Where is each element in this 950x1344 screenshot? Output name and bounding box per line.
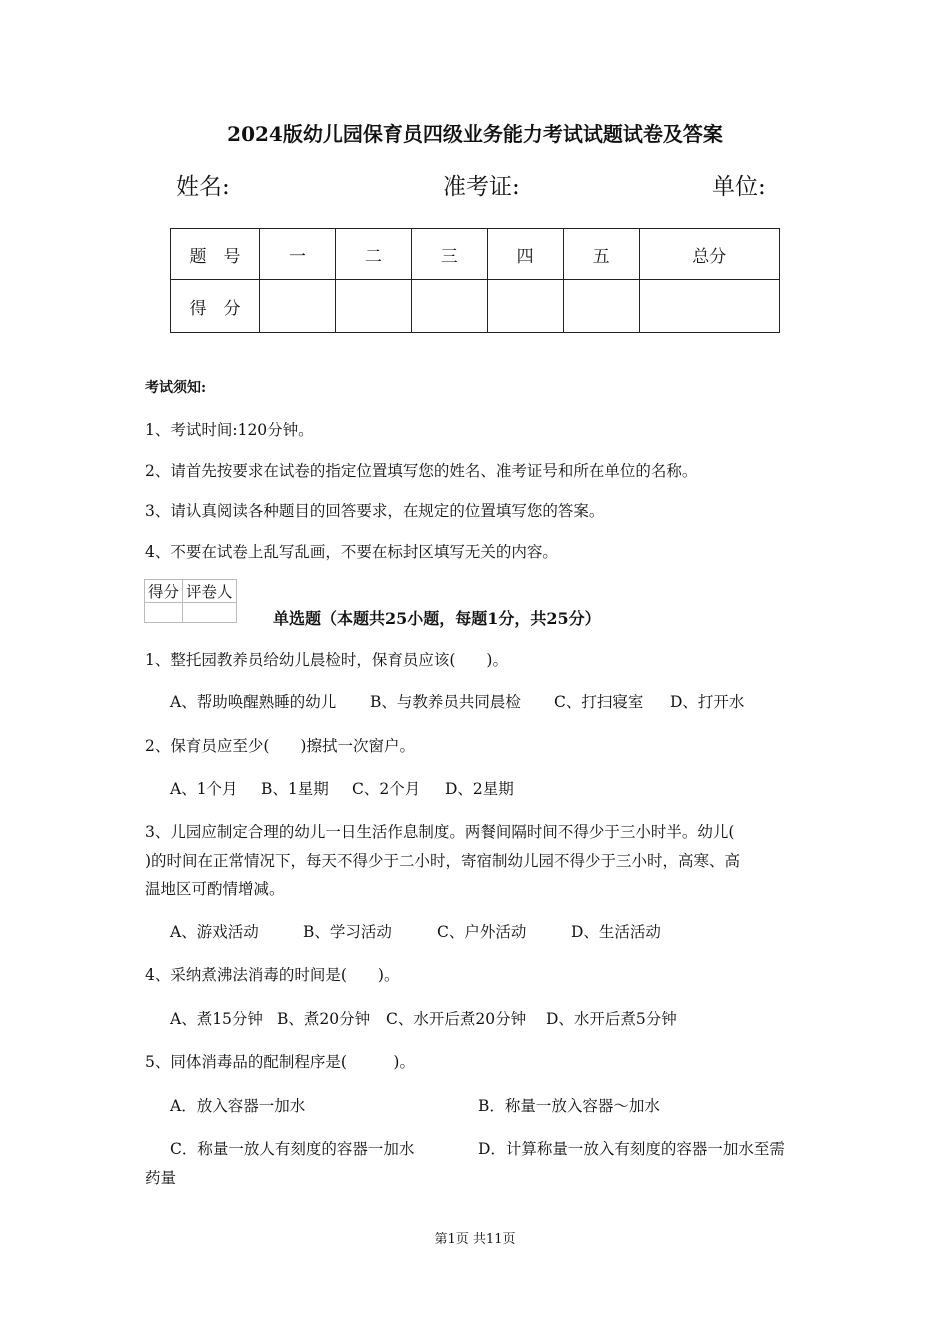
score-header-cell: 四 bbox=[487, 229, 563, 280]
option-a[interactable]: A、帮助唤醒熟睡的幼儿 bbox=[170, 693, 337, 711]
score-table-score-row bbox=[171, 280, 780, 333]
option-c[interactable]: C、水开后煮20分钟 bbox=[386, 1010, 527, 1028]
page-title: 2024版幼儿园保育员四级业务能力考试试题试卷及答案 bbox=[227, 122, 723, 146]
grader-box bbox=[144, 579, 237, 623]
unit-label: 单位: bbox=[712, 174, 766, 200]
option-d[interactable]: D、生活活动 bbox=[571, 923, 661, 941]
option-b[interactable]: B、与教养员共同晨检 bbox=[370, 693, 521, 711]
grader-name-cell[interactable] bbox=[183, 603, 237, 623]
score-table-header-row bbox=[171, 229, 780, 280]
section-title: 单选题（本题共25小题，每题1分，共25分） bbox=[273, 609, 601, 628]
option-b[interactable]: B．称量一放入容器～加水 bbox=[478, 1097, 660, 1115]
score-header-cell: 五 bbox=[563, 229, 639, 280]
option-c[interactable]: C、户外活动 bbox=[437, 923, 527, 941]
question-stem-line: 3、儿园应制定合理的幼儿一日生活作息制度。两餐间隔时间不得少于三小时半。幼儿( bbox=[145, 823, 735, 841]
question-stem: 1、整托园教养员给幼儿晨检时，保育员应该( )。 bbox=[145, 651, 508, 669]
option-a[interactable]: A、1个月 bbox=[170, 780, 238, 798]
score-cell[interactable] bbox=[335, 280, 411, 333]
option-c[interactable]: C．称量一放人有刻度的容器一加水 bbox=[170, 1140, 415, 1158]
option-a[interactable]: A、游戏活动 bbox=[170, 923, 259, 941]
option-b[interactable]: B、1星期 bbox=[261, 780, 329, 798]
score-cell[interactable] bbox=[639, 280, 779, 333]
page-footer: 第1页 共11页 bbox=[434, 1232, 516, 1247]
grader-score-label: 得分 bbox=[145, 580, 183, 603]
notice-item: 1、考试时间:120分钟。 bbox=[145, 421, 314, 439]
score-cell[interactable] bbox=[411, 280, 487, 333]
option-d-continuation: 药量 bbox=[145, 1169, 177, 1187]
option-b[interactable]: B、学习活动 bbox=[303, 923, 392, 941]
notice-item: 3、请认真阅读各种题目的回答要求，在规定的位置填写您的答案。 bbox=[145, 502, 605, 520]
question-stem-line: 温地区可酌情增减。 bbox=[145, 880, 285, 898]
option-d[interactable]: D、打开水 bbox=[670, 693, 745, 711]
question-stem: 4、采纳煮沸法消毒的时间是( )。 bbox=[145, 966, 400, 984]
question-stem-line: )的时间在正常情况下，每天不得少于二小时，寄宿制幼儿园不得少于三小时，高寒、高 bbox=[145, 852, 741, 870]
option-d[interactable]: D．计算称量一放入有刻度的容器一加水至需 bbox=[478, 1140, 785, 1158]
question-stem: 2、保育员应至少( )擦拭一次窗户。 bbox=[145, 737, 415, 755]
exam-number-label: 准考证: bbox=[443, 174, 520, 200]
option-d[interactable]: D、水开后煮5分钟 bbox=[546, 1010, 677, 1028]
option-c[interactable]: C、打扫寝室 bbox=[554, 693, 644, 711]
score-table bbox=[170, 228, 780, 333]
notice-item: 4、不要在试卷上乱写乱画，不要在标封区填写无关的内容。 bbox=[145, 543, 558, 561]
score-header-cell: 二 bbox=[335, 229, 411, 280]
option-c[interactable]: C、2个月 bbox=[352, 780, 421, 798]
score-header-cell: 总分 bbox=[639, 229, 779, 280]
grader-score-cell[interactable] bbox=[145, 603, 183, 623]
option-b[interactable]: B、煮20分钟 bbox=[277, 1010, 371, 1028]
option-a[interactable]: A、煮15分钟 bbox=[170, 1010, 263, 1028]
notice-heading: 考试须知: bbox=[145, 380, 207, 396]
option-a[interactable]: A．放入容器一加水 bbox=[170, 1097, 306, 1115]
question-stem: 5、同体消毒品的配制程序是( )。 bbox=[145, 1053, 415, 1071]
name-label: 姓名: bbox=[176, 174, 230, 200]
option-d[interactable]: D、2星期 bbox=[445, 780, 514, 798]
score-row-label: 得 分 bbox=[171, 280, 260, 333]
score-header-cell: 题 号 bbox=[171, 229, 260, 280]
notice-item: 2、请首先按要求在试卷的指定位置填写您的姓名、准考证号和所在单位的名称。 bbox=[145, 462, 698, 480]
score-cell[interactable] bbox=[563, 280, 639, 333]
score-cell[interactable] bbox=[487, 280, 563, 333]
score-cell[interactable] bbox=[260, 280, 336, 333]
grader-name-label: 评卷人 bbox=[183, 580, 237, 603]
score-header-cell: 一 bbox=[260, 229, 336, 280]
score-header-cell: 三 bbox=[411, 229, 487, 280]
